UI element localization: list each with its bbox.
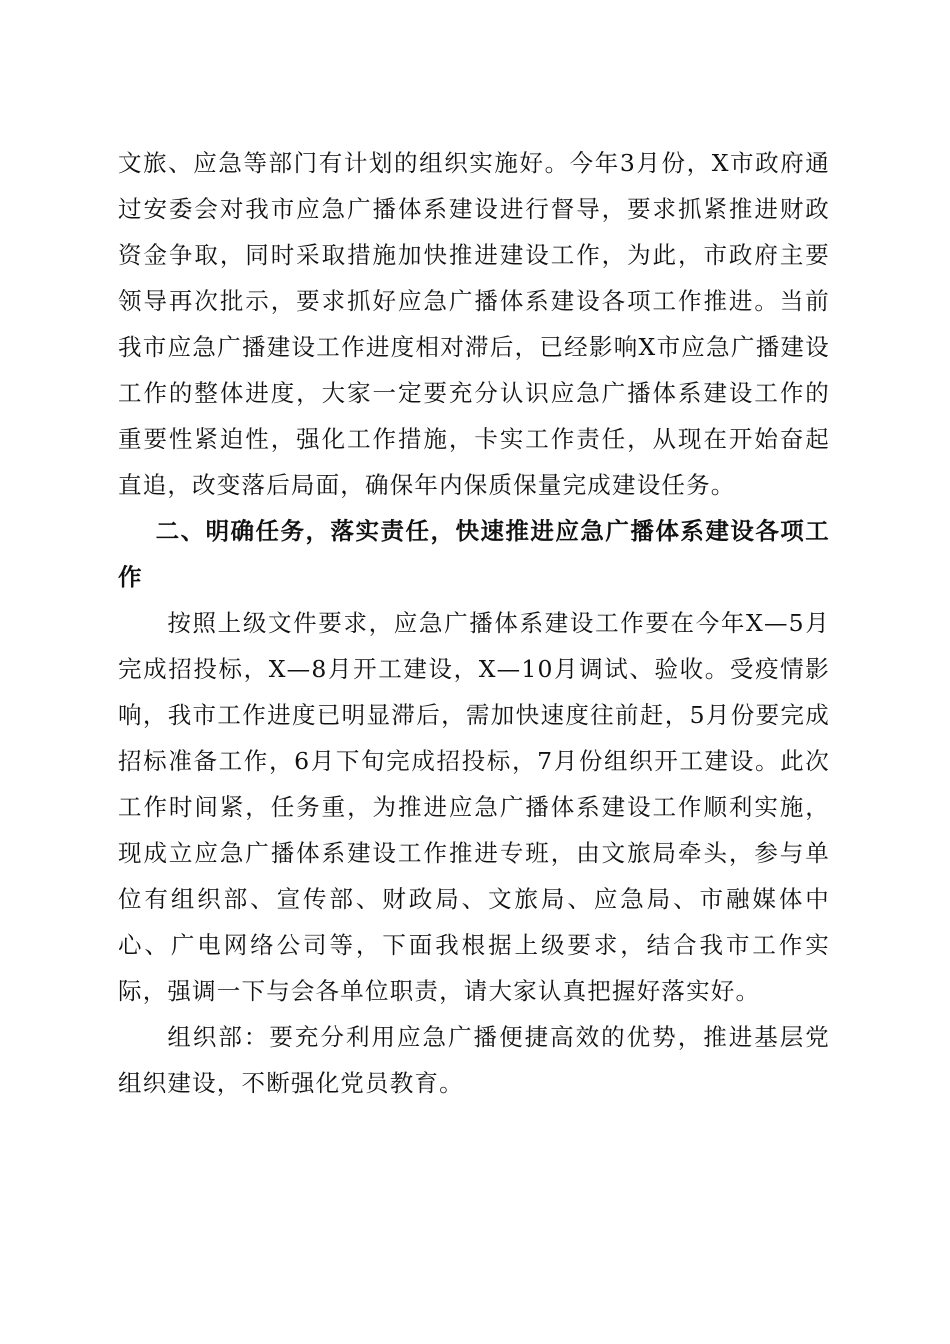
body-paragraph-continuation: 文旅、应急等部门有计划的组织实施好。今年3月份，X市政府通过安委会对我市应急广播体系建设进行督导，要求抓紧推进财政资金争取，同时采取措施加快推进建设工作，为此，市政府主要领导再次批示，要求抓好应急广播体系建设各项工作推进。当前我市应急广播建设工作进度相对滞后，已经影响X市应急广播建设工作的整体进度，大家一定要充分认识应急广播体系建设工作的重要性紧迫性，强化工作措施，卡实工作责任，从现在开始奋起直追，改变落后局面，确保年内保质保量完成建设任务。 <box>118 149 830 499</box>
document-page <box>118 140 830 1106</box>
section-heading-two: 二、明确任务，落实责任，快速推进应急广播体系建设各项工作 <box>118 517 830 591</box>
body-paragraph-organization-dept: 组织部：要充分利用应急广播便捷高效的优势，推进基层党组织建设，不断强化党员教育。 <box>118 1023 830 1097</box>
body-paragraph-tasks: 按照上级文件要求，应急广播体系建设工作要在今年X—5月完成招投标，X—8月开工建设，X—10月调试、验收。受疫情影响，我市工作进度已明显滞后，需加快速度往前赶，5月份要完成招标准备工作，6月下旬完成招投标，7月份组织开工建设。此次工作时间紧，任务重，为推进应急广播体系建设工作顺利实施，现成立应急广播体系建设工作推进专班，由文旅局牵头，参与单位有组织部、宣传部、财政局、文旅局、应急局、市融媒体中心、广电网络公司等，下面我根据上级要求，结合我市工作实际，强调一下与会各单位职责，请大家认真把握好落实好。 <box>118 609 830 1005</box>
